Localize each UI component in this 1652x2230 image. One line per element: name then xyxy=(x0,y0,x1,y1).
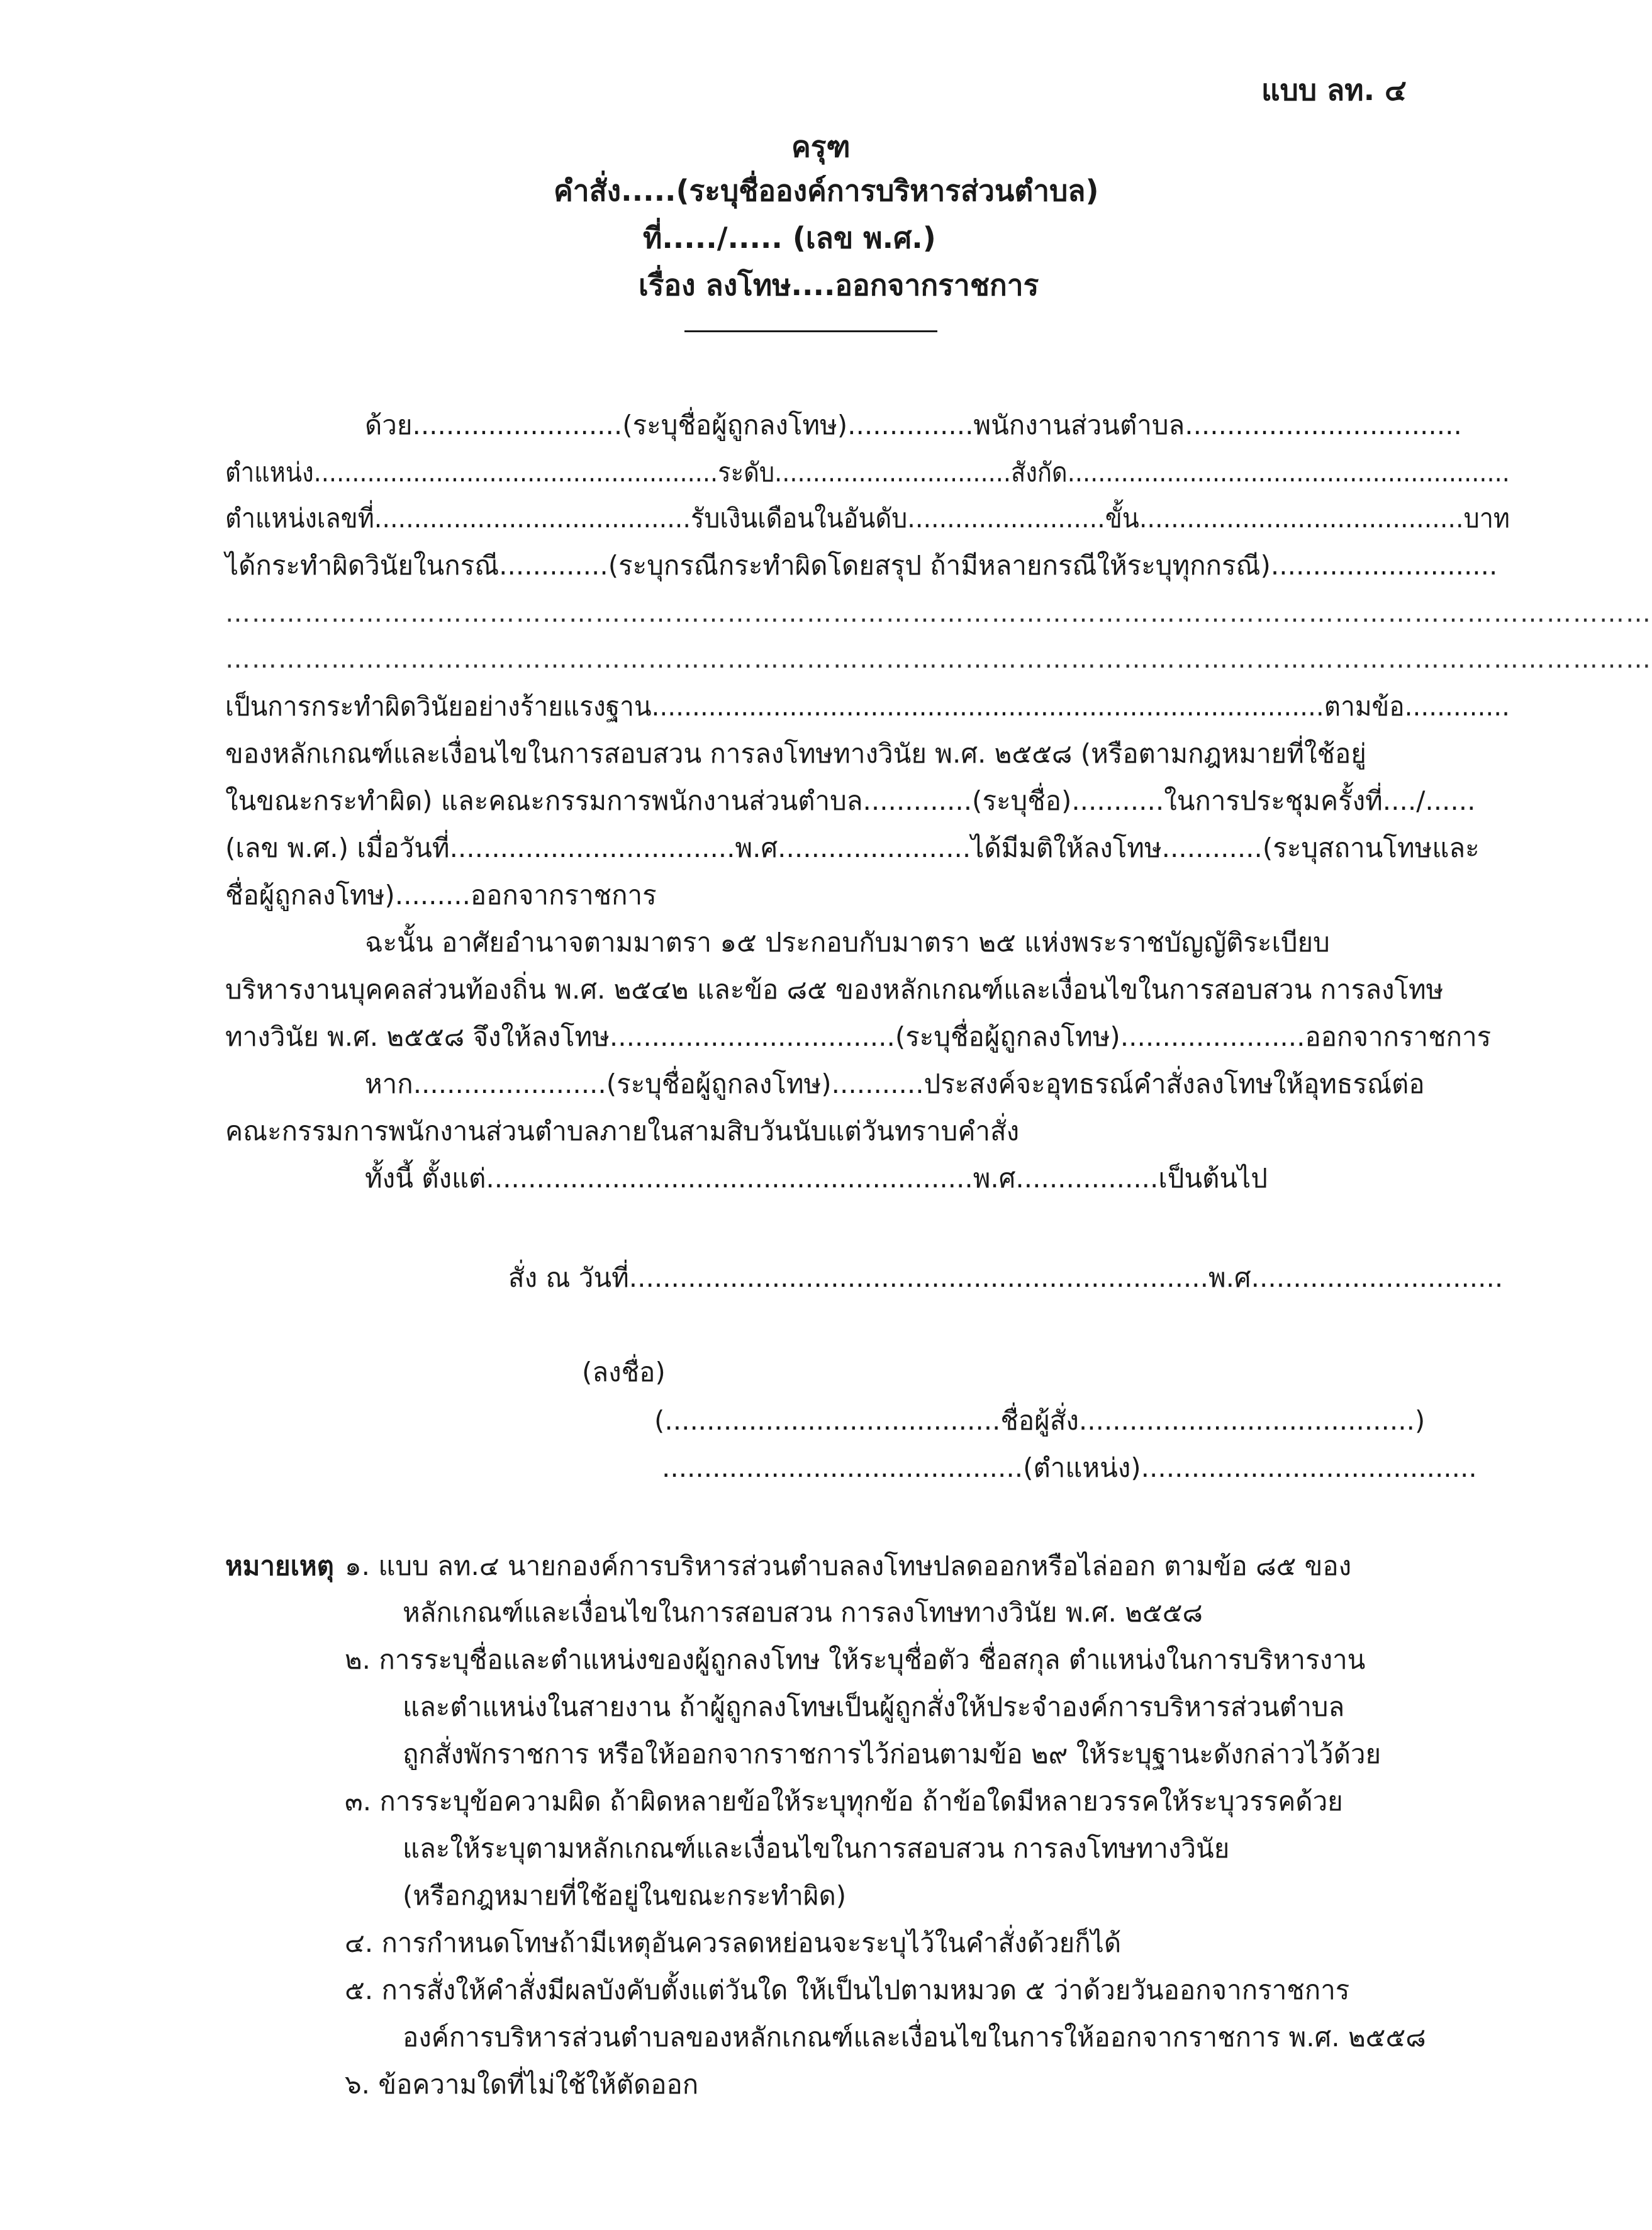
note-1-cont: หลักเกณฑ์และเงื่อนไขในการสอบสวน การลงโทษทางวินัย พ.ศ. ๒๕๕๘ xyxy=(403,1597,1203,1628)
body-line-7: ในขณะกระทำผิด) และคณะกรรมการพนักงานส่วนตำบล.............(ระบุชื่อ)...........ในการประชุมครั้งที่..../...... xyxy=(225,785,1476,816)
body-line-12: ทางวินัย พ.ศ. ๒๕๕๘ จึงให้ลงโทษ..................................(ระบุชื่อผู้ถูกลงโทษ)......................ออกจากราชการ xyxy=(225,1021,1492,1052)
note-2-cont: ถูกสั่งพักราชการ หรือให้ออกจากราชการไว้ก่อนตามข้อ ๒๙ ให้ระบุฐานะดังกล่าวไว้ด้วย xyxy=(403,1739,1381,1769)
order-date-line: สั่ง ณ วันที่.....................................................................พ.ศ.............................. xyxy=(508,1262,1504,1293)
body-line-14: คณะกรรมการพนักงานส่วนตำบลภายในสามสิบวันนับแต่วันทราบคำสั่ง xyxy=(225,1116,1020,1146)
garuda-label: ครุฑ xyxy=(791,130,851,164)
body-line-4: ได้กระทำผิดวินัยในกรณี.............(ระบุกรณีกระทำผิดโดยสรุป ถ้ามีหลายกรณีให้ระบุทุกกรณี)........................... xyxy=(225,550,1498,581)
signer-position-line: ...........................................(ตำแหน่ง)........................................ xyxy=(662,1452,1477,1483)
order-subject: เรื่อง ลงโทษ....ออกจากราชการ xyxy=(639,268,1039,302)
signature-label: (ลงชื่อ) xyxy=(582,1357,666,1387)
note-5: ๕. การสั่งให้คำสั่งมีผลบังคับตั้งแต่วันใด ให้เป็นไปตามหมวด ๕ ว่าด้วยวันออกจากราชการ xyxy=(345,1975,1350,2005)
body-line-8: (เลข พ.ศ.) เมื่อวันที่..................................พ.ศ.......................ได้มีมติให้ลงโทษ............(ระบุสถานโทษและ xyxy=(225,832,1480,863)
note-5-cont: องค์การบริหารส่วนตำบลของหลักเกณฑ์และเงื่อนไขในการให้ออกจากราชการ พ.ศ. ๒๕๕๘ xyxy=(403,2022,1426,2053)
body-line-3: ตำแหน่งเลขที่........................................รับเงินเดือนในอันดับ.........................ขั้น.........................................บาท xyxy=(225,503,1510,534)
note-2: ๒. การระบุชื่อและตำแหน่งของผู้ถูกลงโทษ ให้ระบุชื่อตัว ชื่อสกุล ตำแหน่งในการบริหารงาน xyxy=(345,1644,1366,1675)
body-line-5: เป็นการกระทำผิดวินัยอย่างร้ายแรงฐาน...................................................................................ตามข้อ............. xyxy=(225,691,1510,722)
form-code: แบบ ลท. ๔ xyxy=(1261,73,1407,107)
body-line-11: บริหารงานบุคคลส่วนท้องถิ่น พ.ศ. ๒๕๔๒ และข้อ ๘๕ ของหลักเกณฑ์และเงื่อนไขในการสอบสวน การลงโทษ xyxy=(225,974,1444,1005)
blank-dotted-line: ……………………………………………………………………………………………………………………………………………… xyxy=(225,599,1652,628)
note-4: ๔. การกำหนดโทษถ้ามีเหตุอันควรลดหย่อนจะระบุไว้ในคำสั่งด้วยก็ได้ xyxy=(345,1927,1122,1958)
body-line-2: ตำแหน่ง.....................................................ระดับ...............................สังกัด.......................................................... xyxy=(225,457,1510,488)
note-3-cont: และให้ระบุตามหลักเกณฑ์และเงื่อนไขในการสอบสวน การลงโทษทางวินัย xyxy=(403,1833,1230,1864)
body-line-15: ทั้งนี้ ตั้งแต่..........................................................พ.ศ.................เป็นต้นไป xyxy=(365,1163,1268,1194)
note-3: ๓. การระบุข้อความผิด ถ้าผิดหลายข้อให้ระบุทุกข้อ ถ้าข้อใดมีหลายวรรคให้ระบุวรรคด้วย xyxy=(345,1786,1343,1817)
order-title: คำสั่ง.....(ระบุชื่อองค์การบริหารส่วนตำบล) xyxy=(554,174,1099,208)
note-2-cont: และตำแหน่งในสายงาน ถ้าผู้ถูกลงโทษเป็นผู้ถูกสั่งให้ประจำองค์การบริหารส่วนตำบล xyxy=(403,1691,1345,1722)
body-line-1: ด้วย.........................(ระบุชื่อผู้ถูกลงโทษ)...............พนักงานส่วนตำบล................................. xyxy=(365,410,1462,440)
note-3-cont: (หรือกฎหมายที่ใช้อยู่ในขณะกระทำผิด) xyxy=(403,1880,847,1911)
notes-title: หมายเหตุ xyxy=(225,1550,334,1581)
body-line-6: ของหลักเกณฑ์และเงื่อนไขในการสอบสวน การลงโทษทางวินัย พ.ศ. ๒๕๕๘ (หรือตามกฎหมายที่ใช้อยู่ xyxy=(225,738,1366,769)
body-line-9: ชื่อผู้ถูกลงโทษ).........ออกจากราชการ xyxy=(225,880,657,910)
blank-dotted-line: ……………………………………………………………………………………………………………………………………………… xyxy=(225,645,1652,674)
header-underline xyxy=(684,330,937,332)
note-6: ๖. ข้อความใดที่ไม่ใช้ให้ตัดออก xyxy=(345,2069,699,2100)
signer-name-line: (........................................ชื่อผู้สั่ง........................................) xyxy=(654,1405,1426,1436)
note-1: ๑. แบบ ลท.๔ นายกองค์การบริหารส่วนตำบลลงโทษปลดออกหรือไล่ออก ตามข้อ ๘๕ ของ xyxy=(345,1550,1352,1581)
order-number: ที่...../..... (เลข พ.ศ.) xyxy=(643,221,936,255)
body-line-13: หาก.......................(ระบุชื่อผู้ถูกลงโทษ)...........ประสงค์จะอุทธรณ์คำสั่งลงโทษให้อุทธรณ์ต่อ xyxy=(365,1068,1425,1099)
body-line-10: ฉะนั้น อาศัยอำนาจตามมาตรา ๑๕ ประกอบกับมาตรา ๒๕ แห่งพระราชบัญญัติระเบียบ xyxy=(365,927,1330,958)
